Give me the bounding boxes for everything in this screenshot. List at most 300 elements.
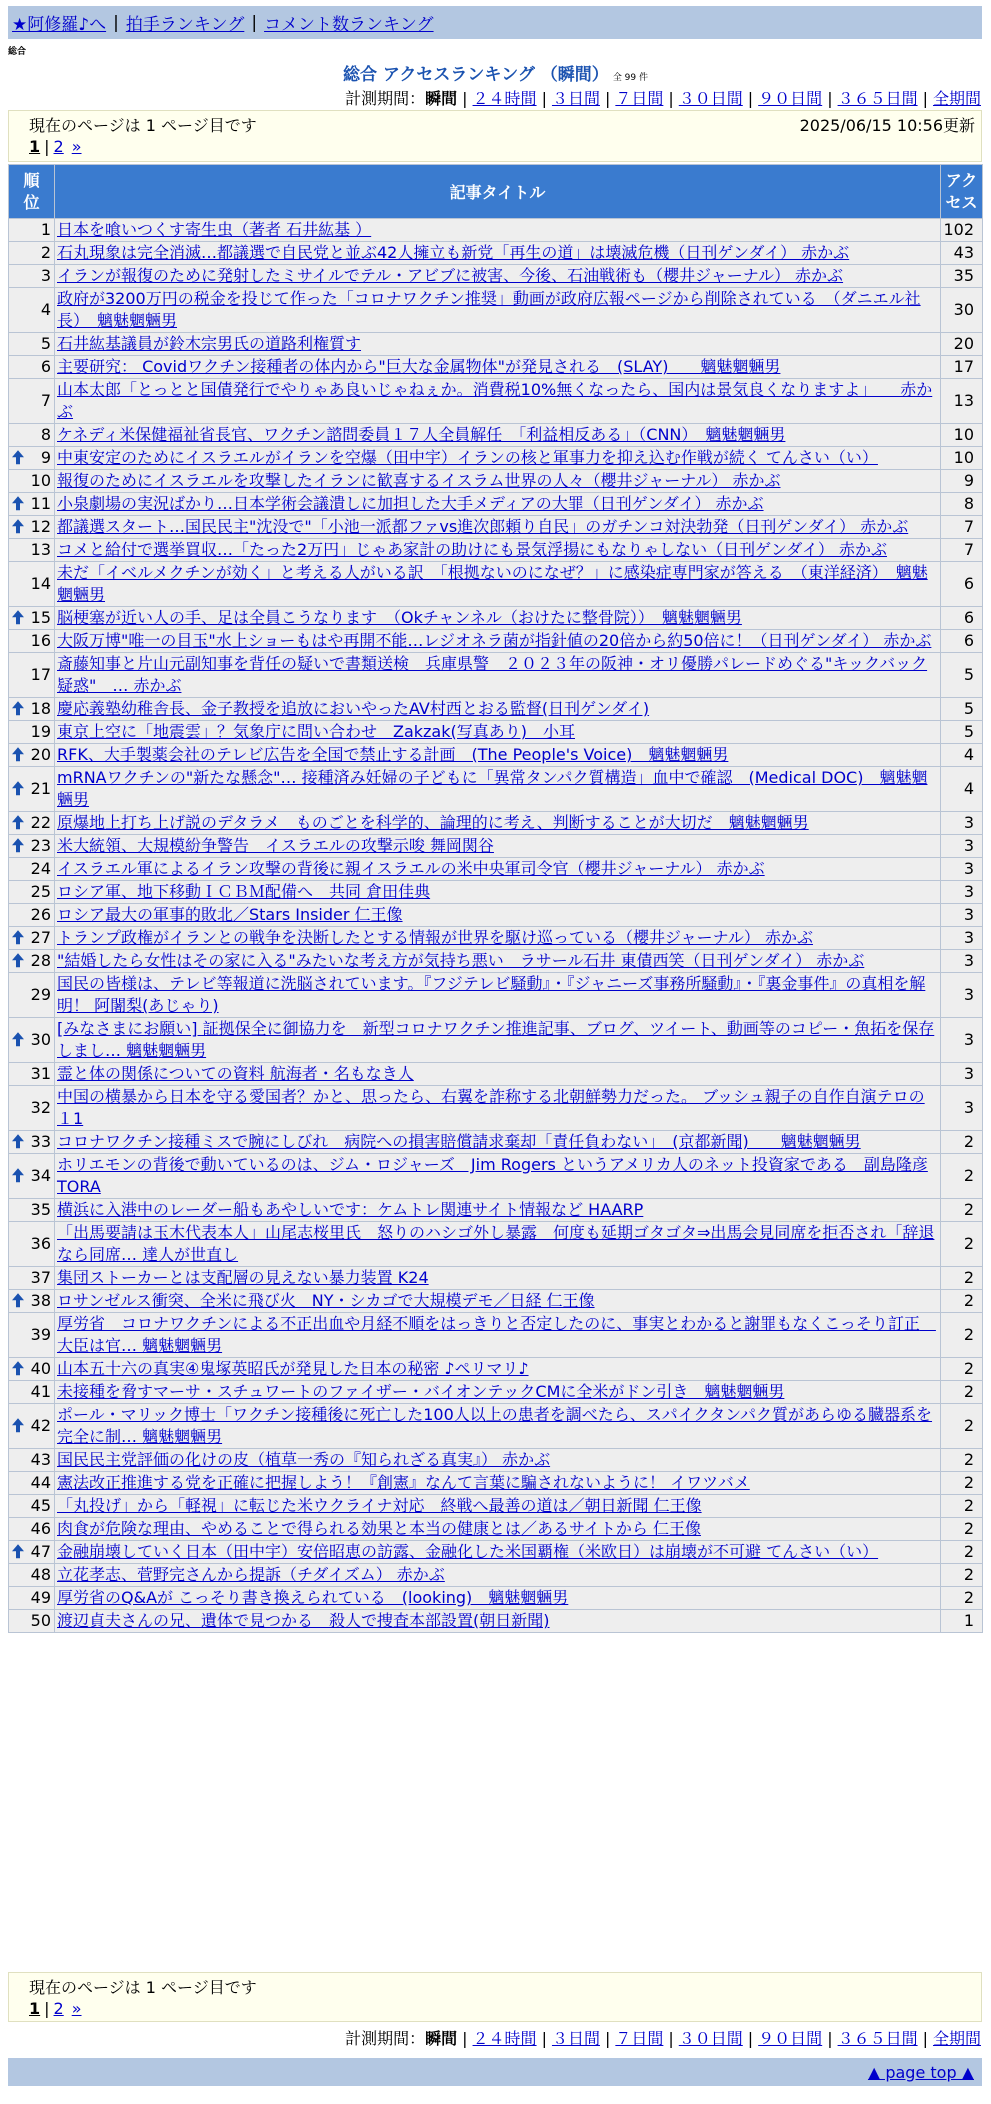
rank-number: 11 [30,494,51,513]
title-cell [55,630,941,653]
access-count: 20 [941,333,983,356]
rank-up-arrow-icon [11,1292,25,1308]
rank-cell [9,1063,55,1086]
article-title-link[interactable]: 厚労省 コロナワクチンによる不正出血や月経不順をはっきりと否定したのに、事実とわかると謝罪もなくこっそり訂正 大臣は官… 魑魅魍魎男 [57,1314,936,1355]
article-title-link[interactable]: イスラエル軍によるイラン攻撃の背後に親イスラエルの米中央軍司令官（櫻井ジャーナル） 赤かぶ [57,859,765,878]
title-cell [55,539,941,562]
table-row [9,630,983,653]
title-cell [55,1587,941,1610]
article-title-link[interactable]: トランプ政権がイランとの戦争を決断したとする情報が世界を駆け巡っている（櫻井ジャーナル） 赤かぶ [57,928,813,947]
rank-cell [9,904,55,927]
rank-cell [9,927,55,950]
access-count: 2 [941,1290,983,1313]
separator: | [604,2029,611,2048]
article-title-link[interactable]: 山本五十六の真実④鬼塚英昭氏が発見した日本の秘密 ♪ペリマリ♪ [57,1359,529,1378]
table-row [9,1564,983,1587]
separator: | [113,12,119,33]
article-title-link[interactable]: 東京上空に「地震雲」？気象庁に問い合わせ Zakzak(写真あり) 小耳 [57,722,575,741]
rank-cell [9,835,55,858]
rank-cell [9,1222,55,1267]
table-row [9,1131,983,1154]
table-row [9,744,983,767]
rank-number: 6 [40,357,51,376]
separator: | [747,89,754,108]
rank-cell [9,973,55,1018]
article-title-link[interactable]: 国民民主党評価の化けの皮（植草一秀の『知られざる真実』） 赤かぶ [57,1450,551,1469]
next-page-link[interactable]: » [71,137,82,156]
table-row [9,1290,983,1313]
table-row [9,1404,983,1449]
rank-number: 15 [30,608,51,627]
item-count: 全 99 件 [612,73,648,83]
clap-ranking-link[interactable]: 拍手ランキング [125,15,245,35]
article-title-link[interactable]: 石井紘基議員が鈴木宗男氏の道路利権質す [57,334,362,353]
table-row [9,447,983,470]
access-count: 7 [941,516,983,539]
rank-cell [9,1564,55,1587]
article-title-link[interactable]: 金融崩壊していく日本（田中宇）安倍昭恵の訪露、金融化した米国覇権（米欧日）は崩壊が不可避 てんさい（い） [57,1542,879,1561]
title-cell [55,1222,941,1267]
period-link[interactable]: ３日間 [551,89,600,108]
table-row [9,333,983,356]
title-cell [55,470,941,493]
table-row [9,927,983,950]
title-cell [55,356,941,379]
rank-number: 48 [30,1565,51,1584]
article-title-link[interactable]: ロサンゼルス衝突、全米に飛び火 NY・シカゴで大規模デモ／日経 仁王像 [57,1291,595,1310]
access-count: 13 [941,379,983,424]
table-row [9,1267,983,1290]
separator: | [604,89,611,108]
period-link[interactable]: ３６５日間 [837,89,918,108]
rank-cell [9,1541,55,1564]
table-row [9,265,983,288]
access-count: 2 [941,1222,983,1267]
table-row [9,1495,983,1518]
access-count: 2 [941,1381,983,1404]
title-cell [55,219,941,242]
article-title-link[interactable]: 立花孝志、菅野完さんから提訴（チダイズム） 赤かぶ [57,1565,445,1584]
separator: | [922,2029,928,2048]
rank-number: 41 [30,1382,51,1401]
separator: | [747,2029,754,2048]
access-count: 7 [941,539,983,562]
rank-number: 46 [30,1519,51,1538]
rank-up-arrow-icon [11,609,25,625]
access-count: 2 [941,1449,983,1472]
table-row [9,1518,983,1541]
period-link[interactable]: ３０日間 [678,89,743,108]
rank-number: 38 [30,1291,51,1310]
rank-number: 14 [30,574,51,593]
rank-cell [9,653,55,698]
table-row [9,1063,983,1086]
article-title-link[interactable]: 集団ストーカーとは支配層の見えない暴力装置 K24 [57,1268,429,1287]
access-count: 2 [941,1358,983,1381]
table-row [9,379,983,424]
rank-number: 20 [30,745,51,764]
title-cell [55,881,941,904]
article-title-link[interactable]: 日本を喰いつくす寄生虫（著者 石井紘基 ） [57,220,372,239]
rank-cell [9,356,55,379]
rank-up-arrow-icon [11,780,25,796]
article-title-link[interactable]: 山本太郎「とっとと国債発行でやりゃあ良いじゃねぇか。消費税10%無くなったら、国内は景気良くなりますよ」 赤かぶ [57,380,933,421]
rank-up-arrow-icon [11,1417,25,1433]
article-title-link[interactable]: 厚労省のQ&Aが こっそり書き換えられている (looking) 魑魅魍魎男 [57,1588,569,1607]
title-cell [55,927,941,950]
title-cell [55,288,941,333]
title-cell [55,767,941,812]
article-title-link[interactable]: 米大統領、大規模紛争警告 イスラエルの攻撃示唆 舞岡関谷 [57,836,494,855]
article-title-link[interactable]: 慶応義塾幼稚舎長、金子教授を追放においやったAV村西とおる監督(日刊ゲンダイ) [57,699,650,718]
article-title-link[interactable]: ケネディ米保健福祉省長官、ワクチン諮問委員１７人全員解任 「利益相反ある」（CNN） 魑魅魍魎男 [57,425,786,444]
page-top-link[interactable]: ▲ page top ▲ [867,2062,974,2082]
article-title-link[interactable]: 未接種を脅すマーサ・スチュワートのファイザー・バイオンテックCMに全米がドン引き 魑魅魍魎男 [57,1382,785,1401]
access-count: 35 [941,265,983,288]
rank-up-arrow-icon [11,814,25,830]
rank-up-arrow-icon [11,700,25,716]
page-1-current: 1 [29,1999,41,2018]
separator: | [462,2029,468,2048]
page-1-current: 1 [29,137,41,156]
period-link[interactable]: ９０日間 [758,2029,823,2048]
rank-number: 19 [30,722,51,741]
article-title-link[interactable]: [みなさまにお願い] 証拠保全に御協力を 新型コロナワクチン推進記事、ブログ、ツイート、動画等のコピー・魚拓を保存しまし… 魑魅魍魎男 [57,1019,935,1060]
rank-cell [9,288,55,333]
current-page-text: 現在のページは 1 ページ目です [29,1978,257,1997]
access-count: 3 [941,1063,983,1086]
article-title-link[interactable]: ポール・マリック博士「ワクチン接種後に死亡した100人以上の患者を調べたら、スパイクタンパク質があらゆる臓器系を完全に制… 魑魅魍魎男 [57,1405,933,1446]
rank-cell [9,379,55,424]
access-count: 2 [941,1154,983,1199]
article-title-link[interactable]: 国民の皆様は、テレビ等報道に洗脳されています。『フジテレビ騒動』・『ジャニーズ事務所騒動』・『裏金事件』の真相を解明！ 阿闍梨(あじゃり) [57,974,926,1015]
table-row [9,1449,983,1472]
article-title-link[interactable]: 斎藤知事と片山元副知事を背任の疑いで書類送検 兵庫県警 ２０２３年の阪神・オリ優勝パレードめぐる"キックバック疑惑" … 赤かぶ [57,654,928,695]
table-row [9,812,983,835]
title-cell [55,1495,941,1518]
article-title-link[interactable]: 「出馬要請は玉木代表本人」山尾志桜里氏 怒りのハシゴ外し暴露 何度も延期ゴタゴタ⇒出馬会見同席を拒否され「辞退なら同席… 達人が世直し [57,1223,935,1264]
article-title-link[interactable]: 石丸現象は完全消滅…都議選で自民党と並ぶ42人擁立も新党「再生の道」は壊滅危機（日刊ゲンダイ） 赤かぶ [57,243,850,262]
rank-number: 10 [30,471,51,490]
table-row [9,1222,983,1267]
rank-number: 9 [40,448,51,467]
article-title-link[interactable]: 中国の横暴から日本を守る愛国者？かと、思ったら、右翼を詐称する北朝鮮勢力だった。 ブッシュ親子の自作自演テロの１1 [57,1087,925,1128]
article-title-link[interactable]: コロナワクチン接種ミスで腕にしびれ 病院への損害賠償請求棄却「責任負わない」 (京都新聞) 魑魅魍魎男 [57,1132,861,1151]
table-header-row [9,165,983,219]
rank-number: 42 [30,1416,51,1435]
access-count: 5 [941,698,983,721]
table-row [9,904,983,927]
rank-number: 12 [30,517,51,536]
article-title-link[interactable]: 横浜に入港中のレーダー船もあやしいです：ケムトレ関連サイト情報など HAARP [57,1200,644,1219]
table-row [9,1018,983,1063]
table-row [9,1199,983,1222]
rank-cell [9,744,55,767]
rank-number: 40 [30,1359,51,1378]
rank-cell [9,424,55,447]
rank-number: 25 [30,882,51,901]
article-title-link[interactable]: 脳梗塞が近い人の手、足は全員こうなります （Okチャンネル（おけたに整骨院）） 魑魅魍魎男 [57,608,742,627]
article-title-link[interactable]: コメと給付で選挙買収…「たった2万円」じゃあ家計の助けにも景気浮揚にもなりゃしない（日刊ゲンダイ） 赤かぶ [57,540,887,559]
period-link[interactable]: ９０日間 [758,89,823,108]
article-title-link[interactable]: 大阪万博"唯一の目玉"水上ショーもはや再開不能…レジオネラ菌が指針値の20倍から約50倍に！（日刊ゲンダイ） 赤かぶ [57,631,932,650]
article-title-link[interactable]: 政府が3200万円の税金を投じて作った「コロナワクチン推奨」動画が政府広報ページから削除されている （ダニエル社長） 魑魅魍魎男 [57,289,921,330]
access-count: 102 [941,219,983,242]
article-title-link[interactable]: イランが報復のために発射したミサイルでテル・アビブに被害、今後、石油戦術も（櫻井ジャーナル） 赤かぶ [57,266,844,285]
period-link[interactable]: ３０日間 [678,2029,743,2048]
title-cell [55,653,941,698]
article-title-link[interactable]: mRNAワクチンの"新たな懸念"… 接種済み妊婦の子どもに「異常タンパク質構造」血中で確認 (Medical DOC) 魑魅魍魎男 [57,768,928,809]
separator: | [922,89,928,108]
access-count: 2 [941,1495,983,1518]
page-2-link[interactable]: 2 [53,137,64,156]
period-label: 計測期間： [345,2029,426,2048]
title-cell [55,1154,941,1199]
access-count: 1 [941,1610,983,1633]
period-link[interactable]: ２４時間 [472,2029,537,2048]
access-count: 10 [941,424,983,447]
rank-up-arrow-icon [11,495,25,511]
rank-cell [9,1313,55,1358]
rank-number: 7 [40,391,51,410]
rank-number: 13 [30,540,51,559]
home-link[interactable]: ★阿修羅♪へ [12,15,107,35]
rank-cell [9,562,55,607]
table-row [9,767,983,812]
rank-up-arrow-icon [11,1167,25,1183]
access-count: 2 [941,1564,983,1587]
table-row [9,539,983,562]
article-title-link[interactable]: 渡辺貞夫さんの兄、遺体で見つかる 殺人で捜査本部設置(朝日新聞) [57,1611,550,1630]
title-cell [55,1313,941,1358]
title-cell [55,1131,941,1154]
rank-cell [9,447,55,470]
period-link[interactable]: ２４時間 [472,89,537,108]
rank-number: 27 [30,928,51,947]
access-count: 6 [941,630,983,653]
access-count: 2 [941,1199,983,1222]
table-row [9,219,983,242]
page-2-link[interactable]: 2 [53,1999,64,2018]
table-row [9,562,983,607]
separator: | [251,12,258,33]
access-count: 3 [941,1086,983,1131]
table-row [9,950,983,973]
rank-number: 45 [30,1496,51,1515]
period-link[interactable]: ３６５日間 [837,2029,918,2048]
rank-number: 44 [30,1473,51,1492]
comment-ranking-link[interactable]: コメント数ランキング [264,15,434,35]
table-row [9,1381,983,1404]
title-cell [55,744,941,767]
table-row [9,973,983,1018]
access-count: 4 [941,744,983,767]
rank-cell [9,1472,55,1495]
separator: | [827,89,833,108]
rank-number: 24 [30,859,51,878]
table-row [9,1086,983,1131]
rank-number: 39 [30,1325,51,1344]
rank-number: 43 [30,1450,51,1469]
updated-timestamp: 2025/06/15 10:56更新 [799,116,975,135]
article-title-link[interactable]: 憲法改正推進する党を正確に把握しよう！『創憲』なんて言葉に騙されないように！ イワツバメ [57,1473,750,1492]
rank-cell [9,607,55,630]
rank-cell [9,1154,55,1199]
table-row [9,1313,983,1358]
access-count: 17 [941,356,983,379]
rank-up-arrow-icon [11,837,25,853]
access-count: 2 [941,1131,983,1154]
rank-cell [9,858,55,881]
title-cell [55,1472,941,1495]
rank-cell [9,470,55,493]
title-cell [55,835,941,858]
article-title-link[interactable]: 原爆地上打ち上げ説のデタラメ ものごとを科学的、論理的に考え、判断することが大切だ 魑魅魍魎男 [57,813,809,832]
title-cell [55,1518,941,1541]
rank-cell [9,1131,55,1154]
period-link[interactable]: ７日間 [615,2029,664,2048]
rank-cell [9,767,55,812]
period-label: 計測期間： [345,89,426,108]
article-title-link[interactable]: 霊と体の関係についての資料 航海者・名もなき人 [57,1064,414,1083]
rank-cell [9,1587,55,1610]
table-row [9,424,983,447]
title-cell [55,516,941,539]
period-link[interactable]: ７日間 [615,89,664,108]
article-title-link[interactable]: 主要研究： Covidワクチン接種者の体内から"巨大な金属物体"が発見される (SLAY) 魑魅魍魎男 [57,357,781,376]
rank-cell [9,1086,55,1131]
page-links: 1 | 2 » [29,137,82,156]
article-title-link[interactable]: 小泉劇場の実況ばかり…日本学術会議潰しに加担した大手メディアの大罪（日刊ゲンダイ） 赤かぶ [57,494,764,513]
period-link[interactable]: ３日間 [551,2029,600,2048]
article-title-link[interactable]: 中東安定のためにイスラエルがイランを空爆（田中宇）イランの核と軍事力を抑え込む作戦が続く てんさい（い） [57,448,878,467]
rank-cell [9,1495,55,1518]
access-count: 10 [941,447,983,470]
table-row [9,356,983,379]
period-link[interactable]: 全期間 [932,89,981,108]
title-cell [55,698,941,721]
access-count: 8 [941,493,983,516]
access-count: 5 [941,653,983,698]
article-title-link[interactable]: ホリエモンの背後で動いているのは、ジム・ロジャーズ Jim Rogers というアメリカ人のネット投資家である 副島隆彦 TORA [57,1155,928,1196]
next-page-link[interactable]: » [71,1999,82,2018]
title-cell [55,1267,941,1290]
article-title-link[interactable]: 都議選スタート…国民民主"沈没で"「小池一派都ファvs進次郎頼り自民」のガチンコ対決勃発（日刊ゲンダイ） 赤かぶ [57,517,909,536]
page-title [0,60,991,85]
rank-cell [9,1381,55,1404]
article-title-link[interactable]: 未だ「イベルメクチンが効く」と考える人がいる訳 「根拠ないのになぜ？」に感染症専門家が答える （東洋経済） 魑魅魍魎男 [57,563,928,604]
rank-up-arrow-icon [11,1360,25,1376]
article-title-link[interactable]: "結婚したら女性はその家に入る"みたいな考え方が気持ち悪い ラサール石井 東債西笑（日刊ゲンダイ） 赤かぶ [57,951,865,970]
ranking-table [8,164,983,1633]
access-count: 4 [941,767,983,812]
table-row [9,470,983,493]
rank-number: 47 [30,1542,51,1561]
title-cell [55,1199,941,1222]
page-links: 1 | 2 » [29,1999,82,2018]
rank-number: 21 [30,779,51,798]
access-count: 43 [941,242,983,265]
ranking-title: 総合 アクセスランキング （瞬間） [342,65,609,85]
access-count: 2 [941,1313,983,1358]
rank-up-arrow-icon [11,1031,25,1047]
article-title-link[interactable]: ロシア軍、地下移動ＩＣＢＭ配備へ 共同 倉田佳典 [57,882,431,901]
title-cell [55,1358,941,1381]
title-cell [55,1449,941,1472]
access-count: 3 [941,858,983,881]
period-link[interactable]: 全期間 [932,2029,981,2048]
title-cell [55,904,941,927]
rank-number: 35 [30,1200,51,1219]
rank-cell [9,1449,55,1472]
table-row [9,1610,983,1633]
article-title-link[interactable]: ロシア最大の軍事的敗北／Stars Insider 仁王像 [57,905,403,924]
rank-cell [9,1290,55,1313]
table-row [9,653,983,698]
rank-cell [9,630,55,653]
rank-cell [9,721,55,744]
title-cell [55,858,941,881]
article-title-link[interactable]: RFK、大手製薬会社のテレビ広告を全国で禁止する計画 (The People's Voice) 魑魅魍魎男 [57,745,729,764]
pager-top [8,110,982,162]
period-selector-bottom [345,2026,981,2049]
access-count: 3 [941,950,983,973]
rank-number: 30 [30,1030,51,1049]
rank-number: 37 [30,1268,51,1287]
rank-cell [9,219,55,242]
footer-bar [8,2058,982,2086]
access-count: 2 [941,1518,983,1541]
title-cell [55,562,941,607]
table-row [9,607,983,630]
article-title-link[interactable]: 肉食が危険な理由、やめることで得られる効果と本当の健康とは／あるサイトから 仁王像 [57,1519,701,1538]
table-row [9,835,983,858]
rank-cell [9,812,55,835]
article-title-link[interactable]: 「丸投げ」から「軽視」に転じた米ウクライナ対応 終戦へ最善の道は／朝日新聞 仁王像 [57,1496,702,1515]
rank-cell [9,1018,55,1063]
title-cell [55,1086,941,1131]
title-cell [55,1063,941,1086]
rank-number: 31 [30,1064,51,1083]
rank-number: 34 [30,1166,51,1185]
rank-number: 49 [30,1588,51,1607]
rank-cell [9,333,55,356]
access-count: 9 [941,470,983,493]
table-row [9,493,983,516]
title-cell [55,424,941,447]
rank-number: 22 [30,813,51,832]
separator: | [668,89,674,108]
rank-up-arrow-icon [11,952,25,968]
rank-number: 2 [40,243,51,262]
table-row [9,1587,983,1610]
rank-number: 28 [30,951,51,970]
title-cell [55,1018,941,1063]
table-row [9,721,983,744]
article-title-link[interactable]: 報復のためにイスラエルを攻撃したイランに歓喜するイスラム世界の人々（櫻井ジャーナル） 赤かぶ [57,471,781,490]
rank-up-arrow-icon [11,449,25,465]
table-row [9,1358,983,1381]
rank-number: 26 [30,905,51,924]
access-header: アクセス [941,165,983,219]
rank-cell [9,265,55,288]
rank-number: 36 [30,1234,51,1253]
table-row [9,881,983,904]
rank-number: 17 [30,665,51,684]
access-count: 3 [941,1018,983,1063]
title-cell [55,1290,941,1313]
title-cell [55,333,941,356]
